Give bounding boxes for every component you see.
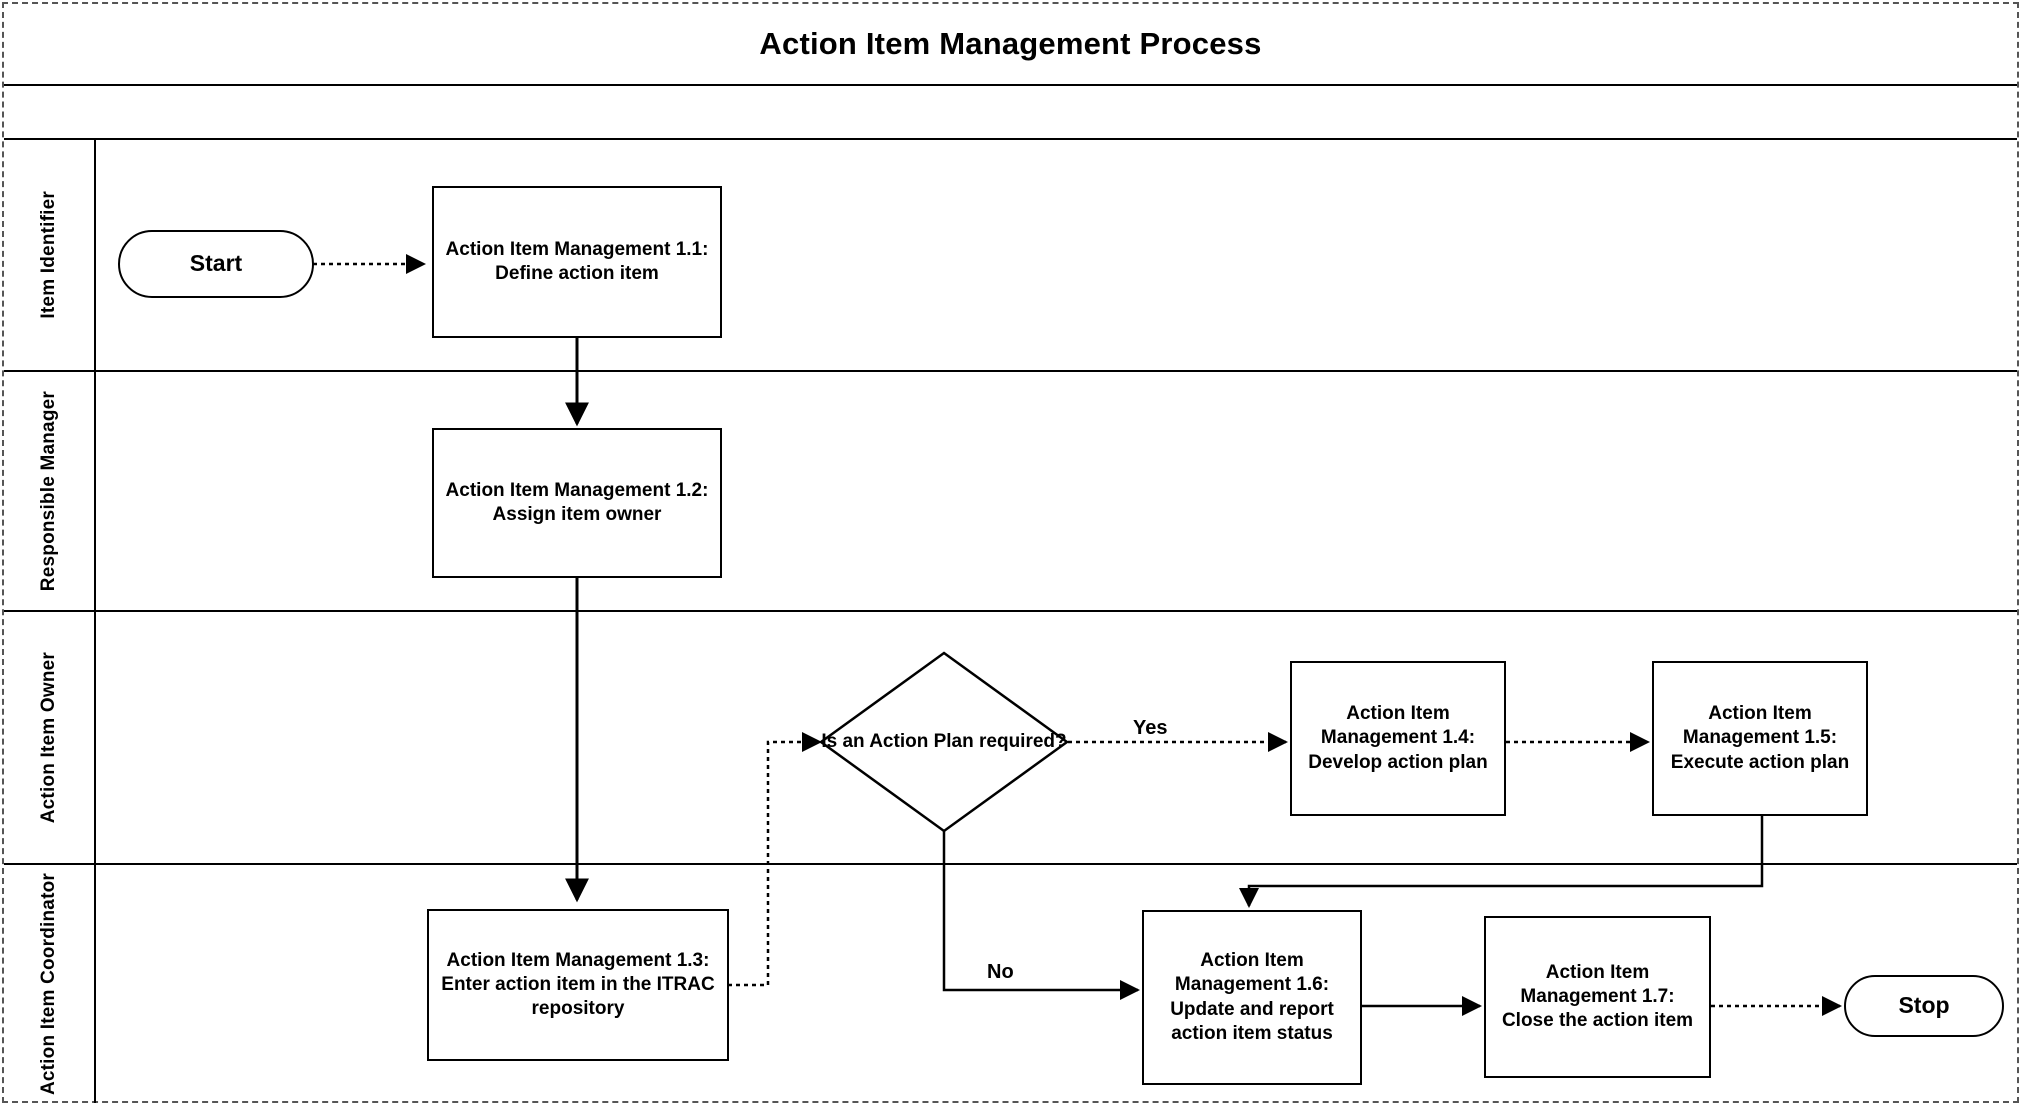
lane-label-action-item-coordinator: [4, 865, 96, 1103]
lane-label-text: Item Identifier: [38, 191, 60, 319]
node-action-item-management-1-7[interactable]: [1484, 916, 1711, 1078]
swimlane-responsible-manager: [4, 372, 2017, 612]
node-label: Action Item Management 1.1: Define action item: [445, 238, 709, 284]
node-label: Action Item Management 1.5: Execute action plan: [1670, 703, 1850, 773]
page-title: Action Item Management Process: [759, 26, 1262, 61]
node-stop[interactable]: [1844, 975, 2004, 1037]
node-action-item-management-1-1[interactable]: [432, 186, 722, 338]
edge-label-no: No: [987, 961, 1014, 983]
node-decision-action-plan-required[interactable]: [818, 650, 1070, 834]
swimlane-action-item-coordinator: [4, 865, 2017, 1103]
node-label: Stop: [1898, 992, 1950, 1019]
node-action-item-management-1-2[interactable]: [432, 428, 722, 578]
node-label: Action Item Management 1.3: Enter action item in the ITRAC repository: [441, 949, 715, 1020]
node-label: Start: [189, 250, 243, 277]
lane-label-text: Responsible Manager: [38, 390, 60, 592]
node-label: Action Item Management 1.4: Develop action plan: [1308, 703, 1488, 773]
node-action-item-management-1-6[interactable]: [1142, 910, 1362, 1085]
header-spacer-band: [4, 86, 2017, 140]
node-action-item-management-1-5[interactable]: [1652, 661, 1868, 816]
node-label: Action Item Management 1.6: Update and report action item status: [1170, 950, 1334, 1044]
lane-label-text: Action Item Owner: [38, 651, 60, 824]
title-band: [4, 4, 2017, 86]
lane-label-item-identifier: [4, 140, 96, 370]
node-action-item-management-1-3[interactable]: [427, 909, 729, 1061]
lane-label-responsible-manager: [4, 372, 96, 610]
node-label: Action Item Management 1.7: Close the action item: [1501, 961, 1694, 1032]
node-action-item-management-1-4[interactable]: [1290, 661, 1506, 816]
node-label: Is an Action Plan required?: [821, 730, 1067, 752]
lane-label-text: Action Item Coordinator: [38, 872, 60, 1096]
node-label: Action Item Management 1.2: Assign item owner: [445, 479, 709, 525]
lane-label-action-item-owner: [4, 612, 96, 863]
node-start[interactable]: [118, 230, 314, 298]
edge-label-yes: Yes: [1133, 717, 1168, 739]
